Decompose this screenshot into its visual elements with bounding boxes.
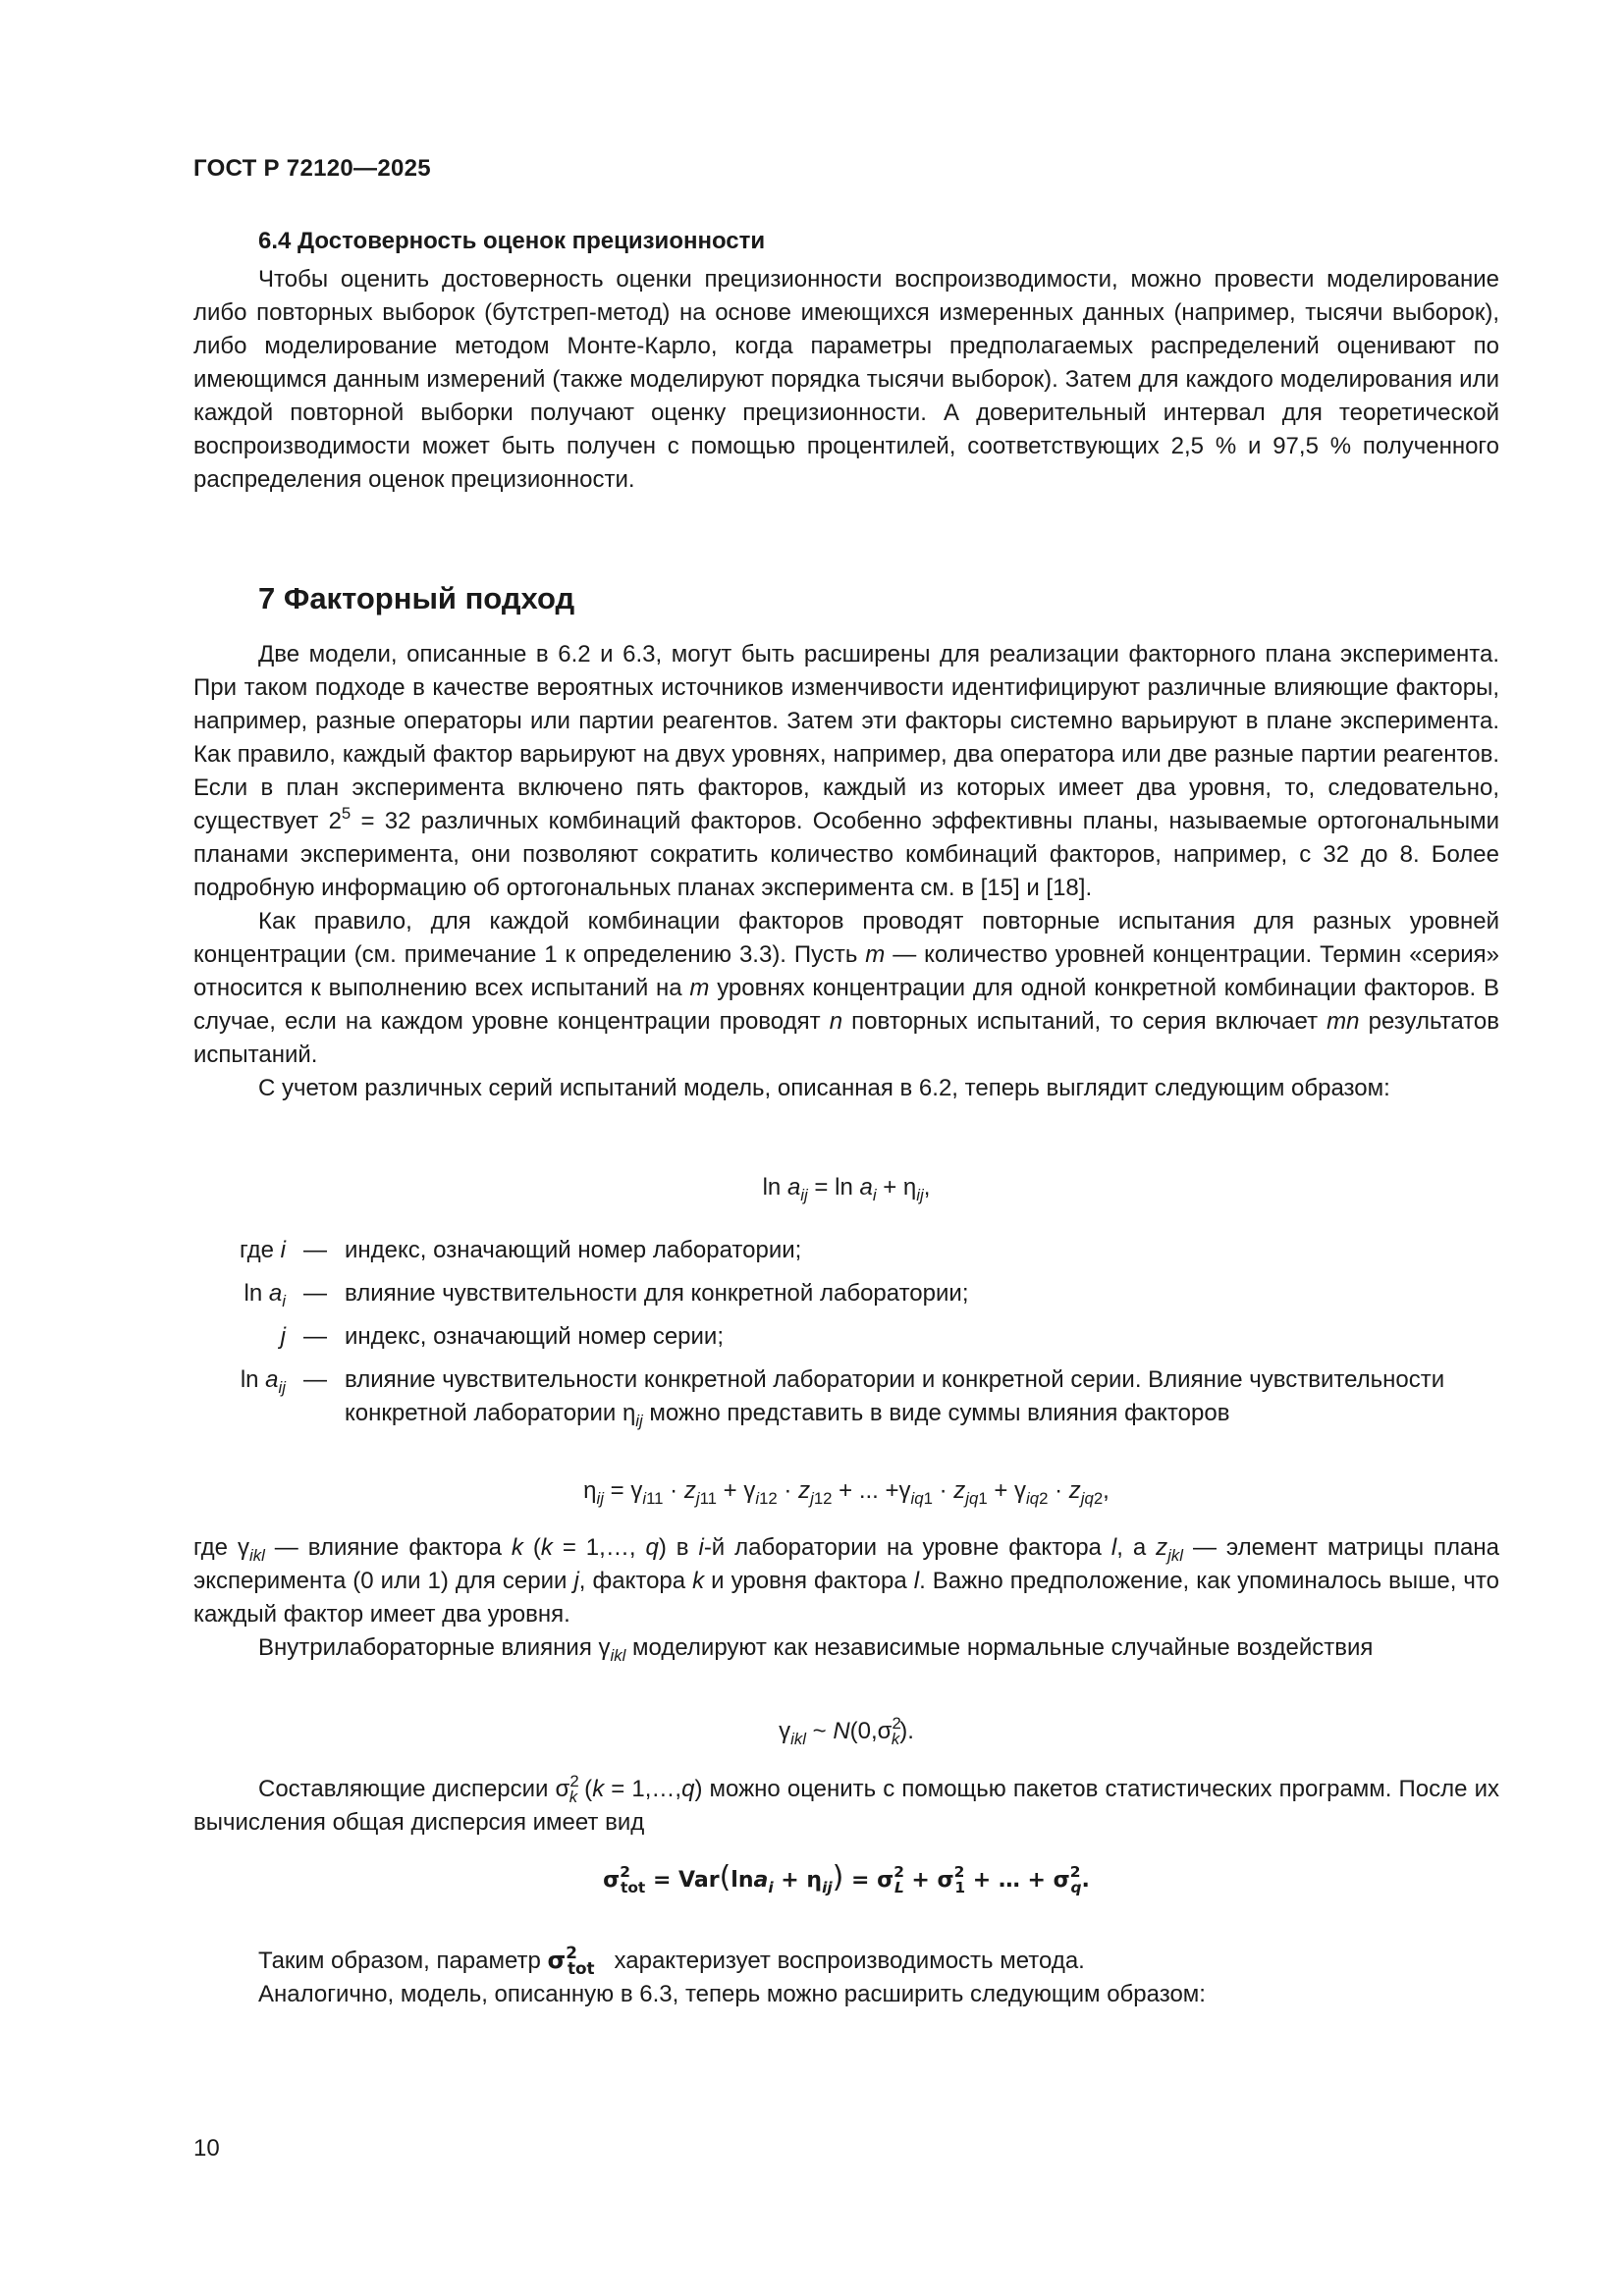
conclusion-paragraph: Таким образом, параметр $\sigma^2_{tot}$ характеризует воспроизводимость метода. Аналогично, модель, описанную в 6.3, теперь можно расширить следующим образом:	[258, 1943, 1206, 2007]
list-item: $\ln a_i$ — влияние чувствительности для конкретной лаборатории;	[244, 1280, 969, 1310]
subsection-title: 6.4 Достоверность оценок прецизионности	[258, 228, 766, 254]
list-item: j — индекс, означающий номер серии;	[280, 1323, 724, 1350]
formula-total-variance: $\sigma^2_{tot} = Var(\ln a_i + \eta_{ij}) = \sigma^2_L + \sigma^2_1$ + … + $\sigma^2_q$.	[603, 1860, 1090, 1896]
gamma-definition: где $\gamma_{ikl}$ — влияние фактора k (k = 1,…, q) в i-й лаборатории на уровне фактора l, а $z_{jkl}$ — элемент матрицы плана эксперимента (0 или 1) для серии j, фактора k и уровня фактора l. Важно предположение, как упоминалось выше, что каждый фактор имеет два уровня. Внутрилабораторные влияния $\gamma_{ikl}$ моделируют как независимые нормальные случайные воздействия	[193, 1534, 1500, 1665]
list-item: $\ln a_{ij}$ — влияние чувствительности конкретной лаборатории и конкретной серии. Влияние чувствительности конкретной лаборатории $\eta_{ij}$ можно представить в виде суммы влияния факторов	[240, 1366, 1445, 1430]
formula-eta-ij: $\eta_{ij} = \gamma_{i11} \cdot z_{j11} + \gamma_{i12} \cdot z_{j12}$ + ... $+\gamma_{iq1} \cdot z_{jq1} + \gamma_{iq2} \cdot z_{jq2}$,	[583, 1477, 1110, 1508]
subsection-paragraph: Чтобы оценить достоверность оценки прецизионности воспроизводимости, можно провести моделирование либо повторных выборок (бутстреп-метод) на основе имеющихся измеренных данных (например, тысячи выборок), либо моделирование методом Монте-Карло, когда параметры предполагаемых распределений оценивают по имеющимся данным измерений (также моделируют порядка тысячи выборок). Затем для каждого моделирования или каждой повторной выборки получают оценку прецизионности. А доверительный интервал для теоретической воспроизводимости может быть получен с помощью процентилей, соответствующих 2,5 % и 97,5 % полученного распределения оценок прецизионности.	[193, 266, 1499, 493]
list-item: где i — индекс, означающий номер лаборатории;	[239, 1237, 802, 1263]
paragraph-model: С учетом различных серий испытаний модель, описанная в 6.2, теперь выглядит следующим образом:	[258, 1075, 1390, 1101]
formula-ln-aij: $\ln a_{ij} = \ln a_i + \eta_{ij}$,	[762, 1174, 931, 1204]
paragraph-factorial-intro: Две модели, описанные в 6.2 и 6.3, могут быть расширены для реализации факторного плана эксперимента. При таком подходе в качестве вероятных источников изменчивости идентифицируют различные влияющие факторы, например, разные операторы или партии реагентов. Затем эти факторы системно варьируют в плане эксперимента. Как правило, каждый фактор варьируют на двух уровнях, например, два оператора или две разные партии реагентов. Если в план эксперимента включено пять факторов, каждый из которых имеет два уровня, то, следовательно, существует $2^5 = 32$ различных комбинаций факторов. Особенно эффективны планы, называемые ортогональными планами эксперимента, они позволяют сократить количество комбинаций факторов, например, с 32 до 8. Более подробную информацию об ортогональных планах эксперимента см. в [15] и [18].	[193, 641, 1500, 901]
where-list	[193, 1234, 1499, 1430]
paragraph-series: Как правило, для каждой комбинации факторов проводят повторные испытания для разных уровней концентрации (см. примечание 1 к определению 3.3). Пусть m — количество уровней концентрации. Термин «серия» относится к выполнению всех испытаний на m уровнях концентрации для одной конкретной комбинации факторов. В случае, если на каждом уровне концентрации проводят n повторных испытаний, то серия включает mn результатов испытаний.	[193, 908, 1499, 1068]
standard-header: ГОСТ Р 72120—2025	[193, 155, 431, 182]
section-title: 7 Факторный подход	[258, 581, 575, 615]
section-body	[193, 638, 1499, 1105]
formula-gamma-distribution: $\gamma_{ikl}$ ~ $N(0,\sigma^2_k)$.	[779, 1714, 914, 1748]
variance-components-paragraph: Составляющие дисперсии $\sigma^2_k$ (k = 1,…,q) можно оценить с помощью пакетов статистических программ. После их вычисления общая дисперсия имеет вид	[193, 1772, 1499, 1836]
page-number: 10	[193, 2135, 220, 2162]
sigma-tot-symbol: $\sigma^2_{tot}$	[547, 1943, 595, 1978]
